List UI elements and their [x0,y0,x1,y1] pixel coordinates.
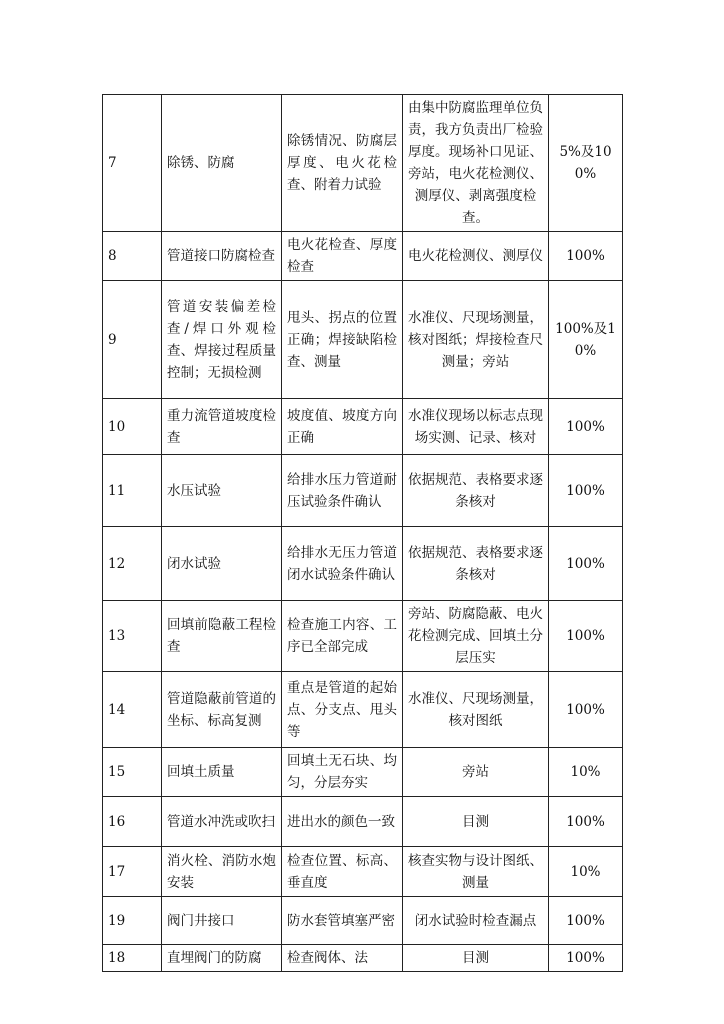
row-number: 17 [103,847,162,897]
inspection-method: 目测 [403,945,549,972]
inspection-method: 水准仪现场以标志点现场实测、记录、核对 [403,399,549,455]
inspection-method: 旁站、防腐隐蔽、电火花检测完成、回填土分层压实 [403,601,549,672]
inspection-ratio: 100% [549,527,623,601]
table-row [103,399,623,455]
table-row [103,455,623,527]
inspection-ratio: 100% [549,797,623,847]
inspection-content: 给排水压力管道耐压试验条件确认 [282,455,403,527]
row-number: 10 [103,399,162,455]
inspection-method: 电火花检测仪、测厚仪 [403,232,549,281]
inspection-ratio: 100% [549,399,623,455]
inspection-content: 检查位置、标高、垂直度 [282,847,403,897]
inspection-method: 水准仪、尺现场测量，核对图纸；焊接检查尺测量；旁站 [403,281,549,399]
inspection-method: 旁站 [403,748,549,797]
inspection-content: 检查阀体、法 [282,945,403,972]
row-number: 16 [103,797,162,847]
inspection-method: 闭水试验时检查漏点 [403,897,549,945]
table-row [103,797,623,847]
inspection-item: 管道接口防腐检查 [162,232,282,281]
inspection-item: 闭水试验 [162,527,282,601]
table-row [103,897,623,945]
inspection-ratio: 10% [549,847,623,897]
inspection-method: 目测 [403,797,549,847]
table-row [103,527,623,601]
row-number: 19 [103,897,162,945]
row-number: 13 [103,601,162,672]
inspection-item: 回填土质量 [162,748,282,797]
inspection-ratio: 100% [549,455,623,527]
inspection-item: 回填前隐蔽工程检查 [162,601,282,672]
inspection-ratio: 5%及100% [549,95,623,232]
inspection-content: 坡度值、坡度方向正确 [282,399,403,455]
table-row [103,847,623,897]
inspection-content: 电火花检查、厚度检查 [282,232,403,281]
table-row [103,232,623,281]
inspection-content: 进出水的颜色一致 [282,797,403,847]
row-number: 11 [103,455,162,527]
inspection-ratio: 100% [549,897,623,945]
row-number: 9 [103,281,162,399]
table-row [103,281,623,399]
table-row [103,95,623,232]
inspection-content: 防水套管填塞严密 [282,897,403,945]
row-number: 14 [103,672,162,748]
inspection-method: 依据规范、表格要求逐条核对 [403,527,549,601]
inspection-method: 依据规范、表格要求逐条核对 [403,455,549,527]
inspection-method: 核查实物与设计图纸、测量 [403,847,549,897]
inspection-content: 给排水无压力管道闭水试验条件确认 [282,527,403,601]
inspection-content: 甩头、拐点的位置正确；焊接缺陷检查、测量 [282,281,403,399]
inspection-ratio: 100% [549,232,623,281]
inspection-method: 由集中防腐监理单位负责，我方负责出厂检验厚度。现场补口见证、旁站，电火花检测仪、测厚仪、剥离强度检查。 [403,95,549,232]
inspection-item: 直埋阀门的防腐 [162,945,282,972]
inspection-content: 重点是管道的起始点、分支点、甩头等 [282,672,403,748]
inspection-item: 管道水冲洗或吹扫 [162,797,282,847]
inspection-content: 检查施工内容、工序已全部完成 [282,601,403,672]
inspection-item: 管道安装偏差检查/焊口外观检查、焊接过程质量控制；无损检测 [162,281,282,399]
inspection-ratio: 10% [549,748,623,797]
inspection-content: 除锈情况、防腐层厚度、电火花检查、附着力试验 [282,95,403,232]
inspection-item: 水压试验 [162,455,282,527]
row-number: 18 [103,945,162,972]
row-number: 12 [103,527,162,601]
inspection-ratio: 100% [549,672,623,748]
inspection-ratio: 100% [549,945,623,972]
row-number: 8 [103,232,162,281]
table-row [103,601,623,672]
inspection-ratio: 100%及10% [549,281,623,399]
table-row [103,748,623,797]
row-number: 15 [103,748,162,797]
inspection-content: 回填土无石块、均匀，分层夯实 [282,748,403,797]
inspection-item: 管道隐蔽前管道的坐标、标高复测 [162,672,282,748]
table-row [103,945,623,972]
inspection-ratio: 100% [549,601,623,672]
inspection-item: 重力流管道坡度检查 [162,399,282,455]
inspection-item: 除锈、防腐 [162,95,282,232]
inspection-method: 水准仪、尺现场测量，核对图纸 [403,672,549,748]
inspection-item: 消火栓、消防水炮安装 [162,847,282,897]
inspection-table [102,94,623,972]
inspection-item: 阀门井接口 [162,897,282,945]
table-row [103,672,623,748]
row-number: 7 [103,95,162,232]
